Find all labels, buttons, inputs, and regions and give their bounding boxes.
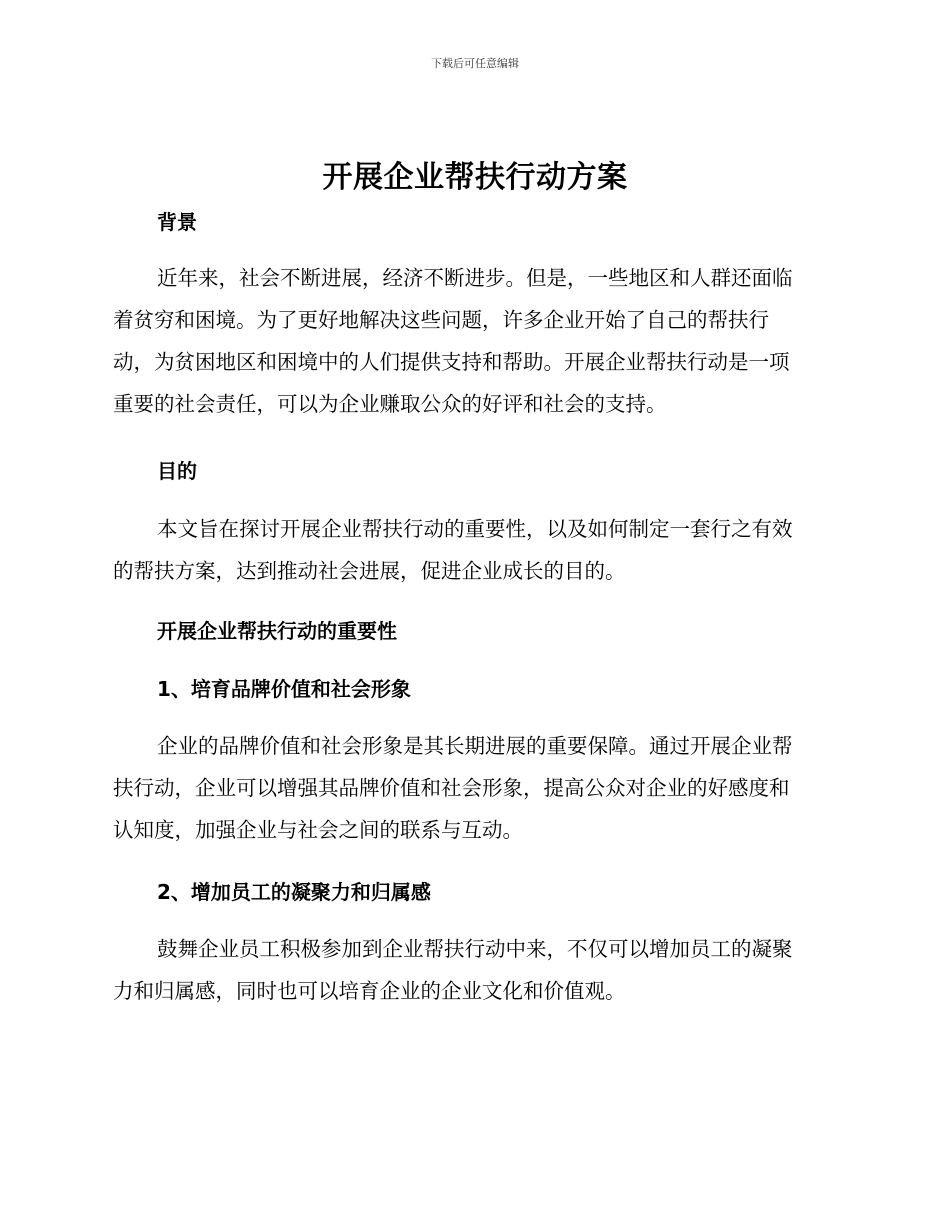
section-heading-importance: 开展企业帮扶行动的重要性 (157, 619, 397, 643)
subheading-point-2: 2、增加员工的凝聚力和归属感 (157, 880, 431, 904)
paragraph-point-2 (113, 928, 831, 1012)
paragraph-line: 动，为贫困地区和困境中的人们提供支持和帮助。开展企业帮扶行动是一项 (113, 350, 790, 374)
paragraph-line: 力和归属感，同时也可以培育企业的企业文化和价值观。 (113, 979, 626, 1003)
paragraph-line: 认知度，加强企业与社会之间的联系与互动。 (113, 818, 523, 842)
paragraph-line: 本文旨在探讨开展企业帮扶行动的重要性，以及如何制定一套行之有效 (157, 517, 793, 541)
paragraph-line: 鼓舞企业员工积极参加到企业帮扶行动中来，不仅可以增加员工的凝聚 (157, 937, 793, 961)
page-header-note: 下载后可任意编辑 (431, 57, 519, 70)
paragraph-background (113, 257, 831, 425)
paragraph-line: 近年来，社会不断进展，经济不断进步。但是，一些地区和人群还面临 (157, 266, 793, 290)
paragraph-line: 的帮扶方案，达到推动社会进展，促进企业成长的目的。 (113, 559, 626, 583)
subheading-point-1: 1、培育品牌价值和社会形象 (157, 677, 411, 701)
paragraph-purpose (113, 508, 831, 592)
paragraph-line: 企业的品牌价值和社会形象是其长期进展的重要保障。通过开展企业帮 (157, 734, 793, 758)
paragraph-point-1 (113, 725, 831, 851)
paragraph-line: 重要的社会责任，可以为企业赚取公众的好评和社会的支持。 (113, 392, 667, 416)
paragraph-line: 扶行动，企业可以增强其品牌价值和社会形象，提高公众对企业的好感度和 (113, 776, 790, 800)
section-heading-background: 背景 (157, 210, 197, 234)
paragraph-line: 着贫穷和困境。为了更好地解决这些问题，许多企业开始了自己的帮扶行 (113, 308, 769, 332)
section-heading-purpose: 目的 (157, 459, 197, 483)
document-title: 开展企业帮扶行动方案 (322, 160, 628, 195)
